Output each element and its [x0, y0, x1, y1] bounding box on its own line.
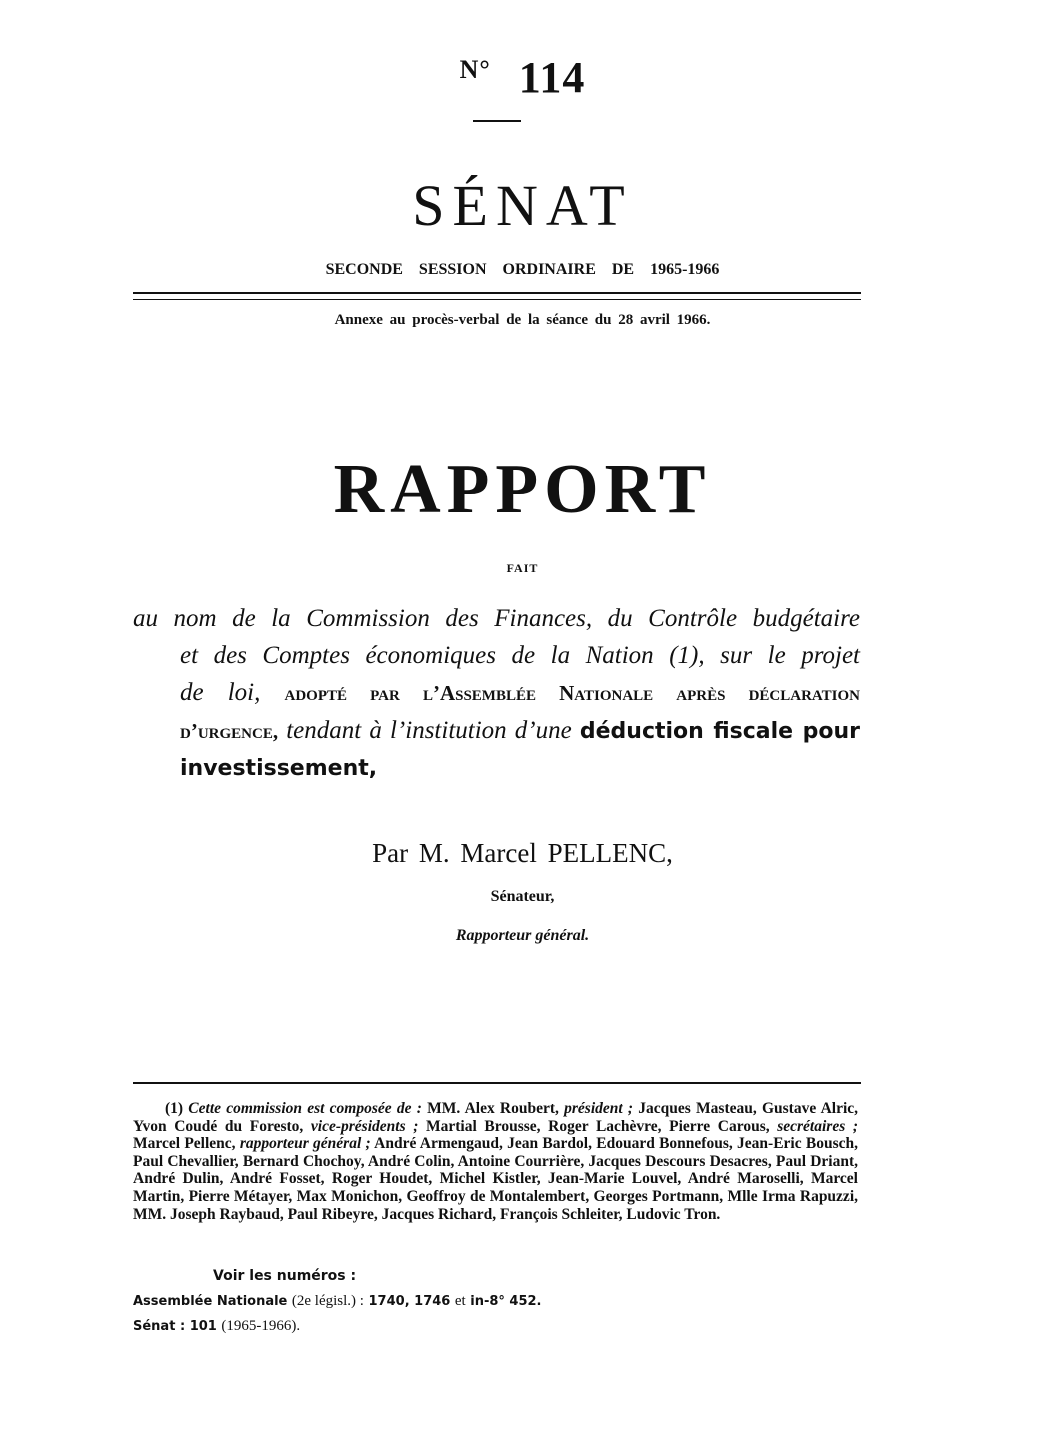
reference-conjunction: et: [454, 1293, 466, 1309]
description-line-1: au nom de la Commission des Finances, du Contrôle budgétaire: [133, 605, 860, 632]
footnote-text: MM. Alex Roubert,: [427, 1100, 559, 1117]
number-prefix: N°: [459, 55, 491, 84]
footnote-role: président ;: [564, 1100, 634, 1117]
description-line-3: [133, 674, 860, 712]
annexe-line: Annexe au procès-verbal de la séance du 28 avril 1966.: [334, 312, 711, 328]
report-title: RAPPORT: [333, 451, 712, 528]
session-line: SECONDE SESSION ORDINAIRE DE 1965-1966: [325, 261, 720, 278]
report-description: [133, 600, 860, 787]
footnote-role: vice-présidents ;: [310, 1117, 419, 1135]
footnote-role: secrétaires ;: [777, 1117, 859, 1135]
description-line-2: et des Comptes économiques de la Nation (1), sur le projet: [180, 642, 860, 669]
reference-label: Assemblée Nationale: [133, 1294, 288, 1309]
footnote-text: André Armengaud, Jean Bardol, Edouard Bonnefous, Jean-Eric Bousch, Paul Chevallier, Bernard Chochoy, André Colin, Antoine Courrière, Jacques Descours Desacres, Paul Driant, André Dulin, André Fosset, Roger Houdet, Michel Kistler, Jean-Marie Louvel, André Maroselli, Marcel Martin, Pierre Métayer, Max Monichon, Geoffroy de Montalembert, Georges Portmann, Mlle Irma Rapuzzi, MM. Joseph Raybaud, Paul Ribeyre, Jacques Richard, François Schleiter, Ludovic Tron.: [133, 1135, 858, 1223]
report-subtitle: FAIT: [506, 561, 539, 575]
author-line: Par M. Marcel PELLENC,: [372, 838, 673, 868]
reference-year: (1965-1966).: [221, 1318, 301, 1334]
reference-label: Sénat :: [133, 1319, 186, 1334]
reference-senat: [133, 1318, 300, 1335]
footnote-marker: (1): [165, 1100, 184, 1117]
description-italic: de loi,: [180, 679, 261, 706]
reference-legislature: (2e législ.) :: [291, 1293, 364, 1309]
description-line-4: [133, 712, 860, 750]
description-line-5: investissement,: [180, 756, 378, 781]
document-number: [0, 52, 1045, 103]
footnote: [133, 1100, 858, 1223]
footnote-text: Martial Brousse, Roger Lachèvre, Pierre Carous,: [426, 1117, 770, 1135]
description-bold: déduction fiscale pour: [579, 719, 861, 744]
references-heading: Voir les numéros :: [213, 1268, 357, 1284]
chamber-title: SÉNAT: [412, 173, 633, 238]
double-divider: [133, 292, 861, 300]
footnote-divider: [133, 1082, 861, 1084]
reference-assemblee: [133, 1293, 542, 1310]
footnote-role: rapporteur général ;: [239, 1135, 371, 1153]
footnote-text: Jacques Masteau, Gustave Alric, Yvon Coudé du Foresto,: [133, 1100, 859, 1135]
reference-numbers: 1740, 1746: [368, 1294, 451, 1309]
description-italic: tendant à l’institution d’une: [286, 717, 572, 744]
number-value: 114: [518, 53, 586, 102]
author-role: Sénateur,: [490, 888, 555, 905]
footnote-text: Marcel Pellenc,: [133, 1135, 236, 1153]
author-title: Rapporteur général.: [455, 927, 590, 944]
reference-in8: in-8° 452.: [470, 1294, 542, 1309]
reference-numbers: 101: [189, 1319, 217, 1334]
number-underline: [473, 120, 521, 122]
footnote-intro: Cette commission est composée de :: [188, 1100, 422, 1117]
description-small-caps: adopté par l’Assemblée Nationale après déclaration: [284, 681, 860, 705]
description-small-caps: d’urgence,: [180, 719, 279, 743]
